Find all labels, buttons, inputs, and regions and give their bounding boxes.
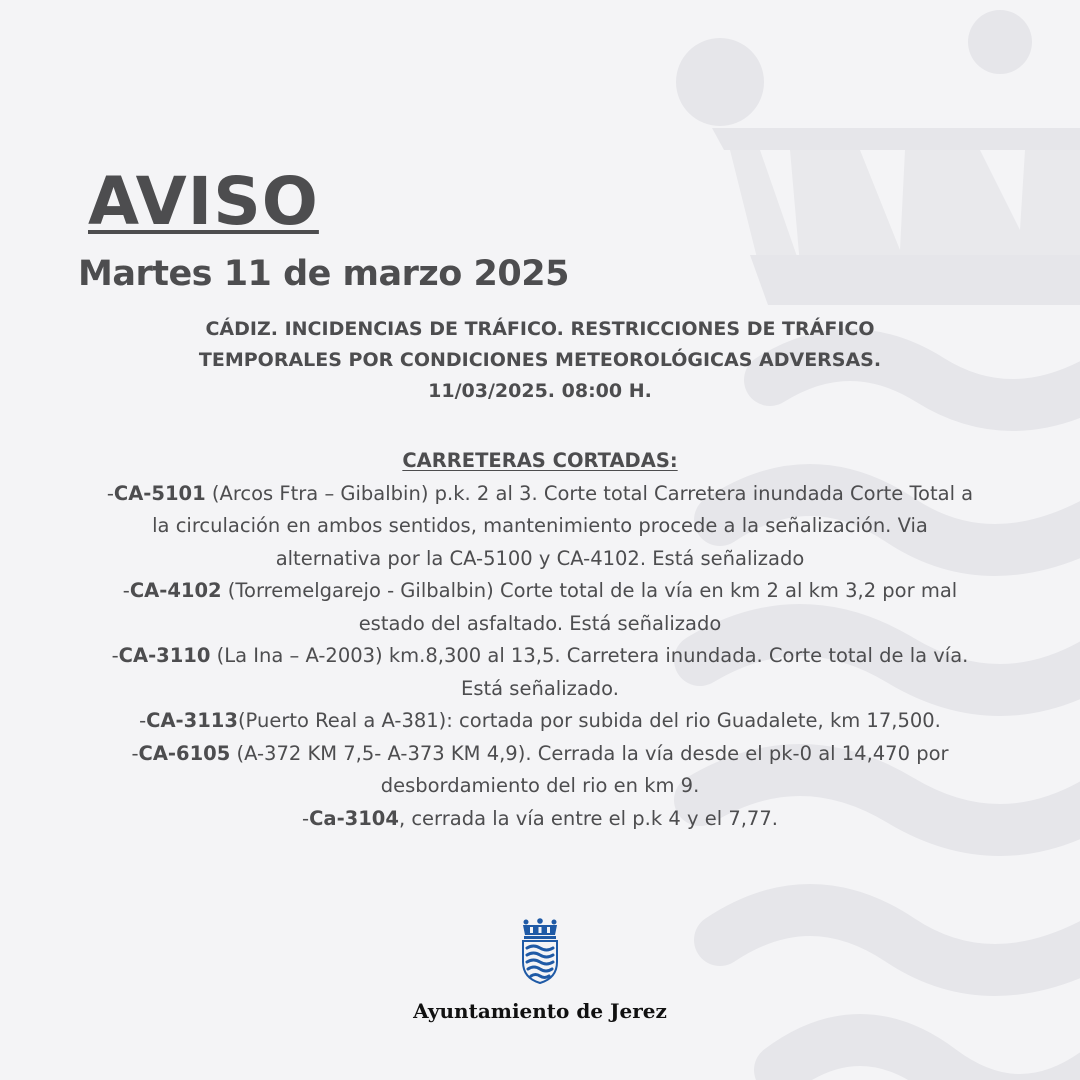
road-prefix: - bbox=[122, 579, 130, 602]
road-prefix: - bbox=[111, 644, 119, 667]
heading-line: CÁDIZ. INCIDENCIAS DE TRÁFICO. RESTRICCIONES DE TRÁFICO bbox=[205, 318, 875, 340]
road-description: , cerrada la vía entre el p.k 4 y el 7,77. bbox=[398, 806, 778, 830]
road-closure-item bbox=[100, 478, 980, 576]
road-code: CA-4102 bbox=[129, 579, 222, 602]
section-title: CARRETERAS CORTADAS: bbox=[402, 449, 678, 472]
road-description: (Torremelgarejo - Gilbalbin) Corte total de la vía en km 2 al km 3,2 por mal estado del asfaltado. Está señalizado bbox=[221, 579, 958, 635]
road-code: CA-6105 bbox=[138, 741, 231, 765]
road-closure-item bbox=[100, 575, 980, 640]
heading-line: 11/03/2025. 08:00 H. bbox=[428, 380, 652, 402]
closed-roads-section bbox=[100, 445, 980, 835]
heading-line: TEMPORALES POR CONDICIONES METEOROLÓGICAS ADVERSAS. bbox=[198, 349, 882, 371]
footer-logo bbox=[400, 918, 680, 1024]
notice-date: Martes 11 de marzo 2025 bbox=[78, 254, 569, 294]
road-prefix: - bbox=[106, 481, 114, 505]
road-prefix: - bbox=[139, 709, 147, 732]
notice-title: AVISO bbox=[88, 163, 319, 240]
road-code: CA-3110 bbox=[118, 644, 211, 667]
road-code: CA-5101 bbox=[113, 481, 206, 505]
road-description: (Puerto Real a A-381): cortada por subida del rio Guadalete, km 17,500. bbox=[237, 709, 941, 732]
road-code: Ca-3104 bbox=[309, 806, 399, 830]
road-closure-item bbox=[100, 705, 980, 738]
road-closure-item bbox=[100, 640, 980, 705]
incident-heading bbox=[100, 314, 980, 407]
road-closure-item bbox=[100, 803, 980, 836]
road-closure-item bbox=[100, 738, 980, 803]
road-description: (A-372 KM 7,5- A-373 KM 4,9). Cerrada la vía desde el pk-0 al 14,470 por desbordamiento del rio en km 9. bbox=[230, 741, 949, 797]
road-description: (La Ina – A-2003) km.8,300 al 13,5. Carretera inundada. Corte total de la vía. Está señalizado. bbox=[210, 644, 969, 700]
jerez-coat-of-arms-icon bbox=[518, 918, 562, 984]
road-code: CA-3113 bbox=[146, 709, 238, 732]
organization-name: Ayuntamiento de Jerez bbox=[413, 999, 667, 1023]
road-prefix: - bbox=[131, 741, 139, 765]
road-description: (Arcos Ftra – Gibalbin) p.k. 2 al 3. Corte total Carretera inundada Corte Total a la circulación en ambos sentidos, mantenimiento procede a la señalización. Via alternativa por la CA-5100 y CA-4102. Está señalizado bbox=[152, 481, 974, 570]
road-prefix: - bbox=[302, 806, 310, 830]
